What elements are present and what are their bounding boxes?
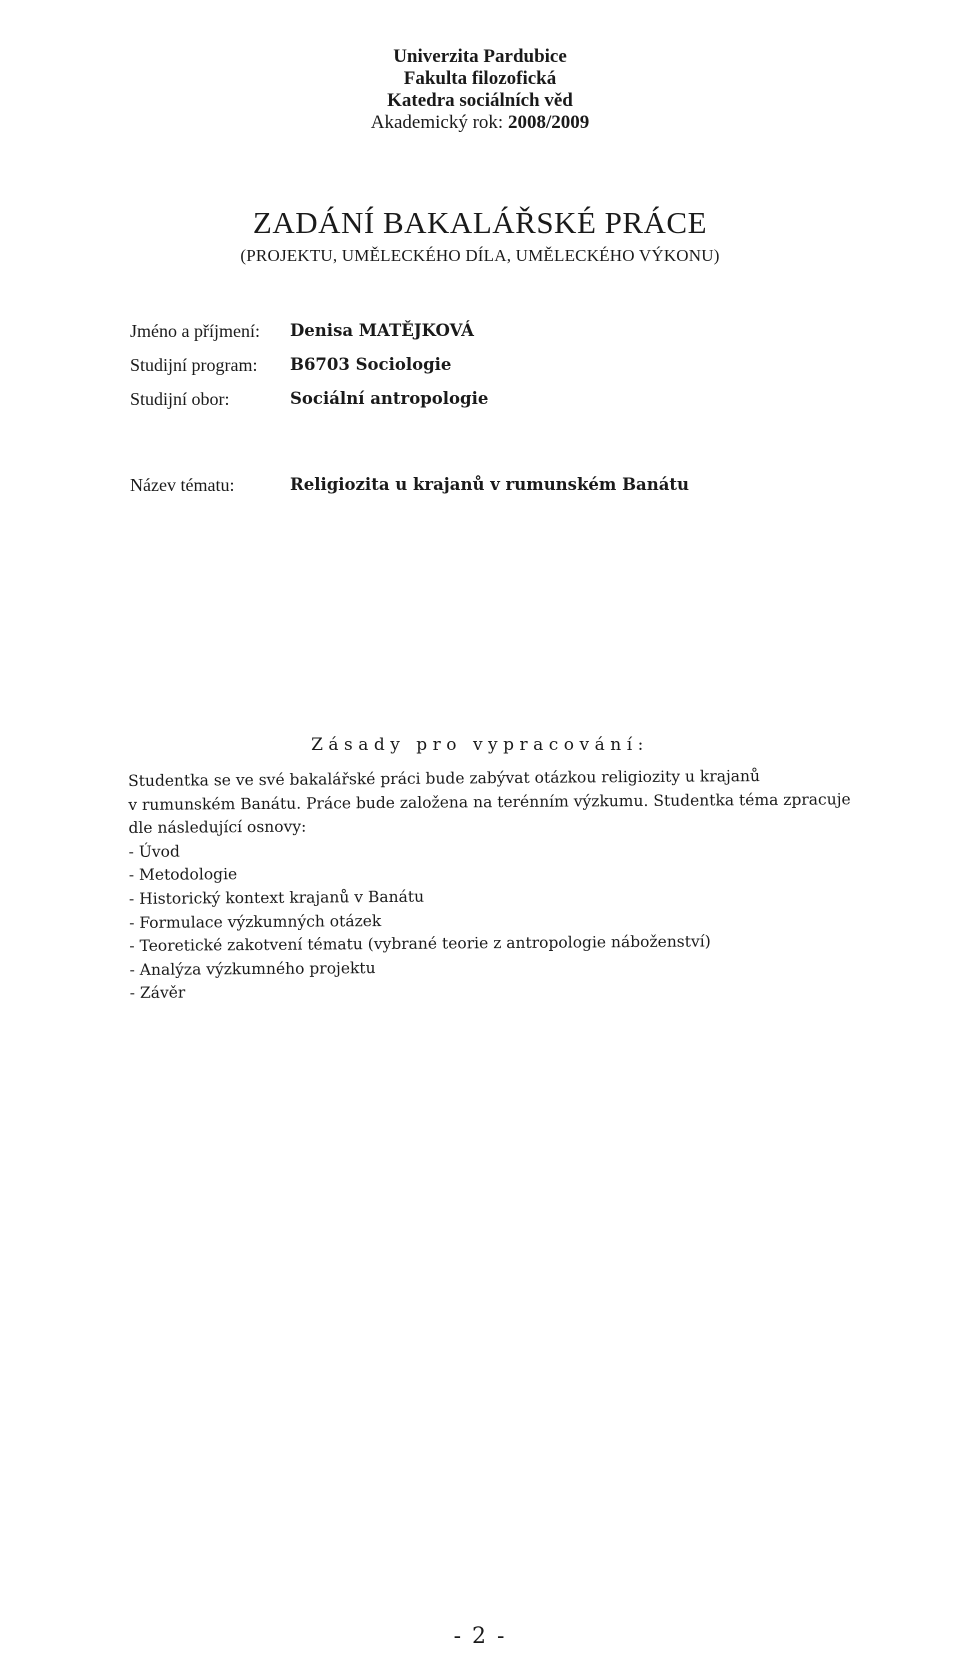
field-value: B6703 Sociologie: [290, 355, 452, 374]
academic-year-label: Akademický rok:: [370, 112, 504, 133]
paragraph-line: Studentka se ve své bakalářské práci bude zabývat otázkou religiozity u krajanů: [128, 767, 761, 790]
body-text: [128, 764, 900, 1006]
student-fields: [130, 320, 890, 422]
field-row-name: [130, 320, 890, 354]
faculty-name: Fakulta filozofická: [403, 68, 557, 89]
title-block: [0, 205, 960, 267]
document-title: ZADÁNÍ BAKALÁŘSKÉ PRÁCE: [252, 205, 708, 240]
academic-year-value: 2008/2009: [507, 112, 590, 133]
document-header: [0, 46, 960, 134]
field-label: Studijní program:: [130, 355, 258, 375]
field-row-field: [130, 388, 890, 422]
outline-item: - Závěr: [129, 983, 186, 1003]
field-label: Studijní obor:: [130, 389, 230, 409]
outline-item: - Formulace výzkumných otázek: [129, 911, 382, 932]
department-name: Katedra sociálních věd: [387, 90, 573, 111]
topic-label: Název tématu:: [130, 475, 235, 495]
outline-item: - Analýza výzkumného projektu: [129, 958, 376, 979]
paragraph-line: v rumunském Banátu. Práce bude založena na terénním výzkumu. Studentka téma zpracuje: [128, 789, 851, 814]
paragraph-line: dle následující osnovy:: [128, 817, 307, 838]
outline-item: - Teoretické zakotvení tématu (vybrané teorie z antropologie náboženství): [129, 932, 711, 956]
principles-heading: Zásady pro vypracování:: [311, 735, 649, 755]
outline-item: - Metodologie: [128, 865, 238, 885]
field-value: Sociální antropologie: [290, 389, 489, 408]
outline-list: [129, 835, 900, 1006]
field-label: Jméno a příjmení:: [130, 321, 260, 341]
academic-year: [0, 112, 960, 134]
field-row-program: [130, 354, 890, 388]
university-name: Univerzita Pardubice: [393, 46, 567, 67]
document-subtitle: (PROJEKTU, UMĚLECKÉHO DÍLA, UMĚLECKÉHO VÝKONU): [240, 246, 720, 265]
topic-value: Religiozita u krajanů v rumunském Banátu: [290, 475, 690, 494]
field-value: Denisa MATĚJKOVÁ: [290, 321, 474, 340]
outline-item: - Historický kontext krajanů v Banátu: [128, 887, 425, 908]
topic-row: [130, 474, 890, 496]
page-number: - 2 -: [453, 1624, 507, 1649]
outline-item: - Úvod: [128, 842, 180, 861]
